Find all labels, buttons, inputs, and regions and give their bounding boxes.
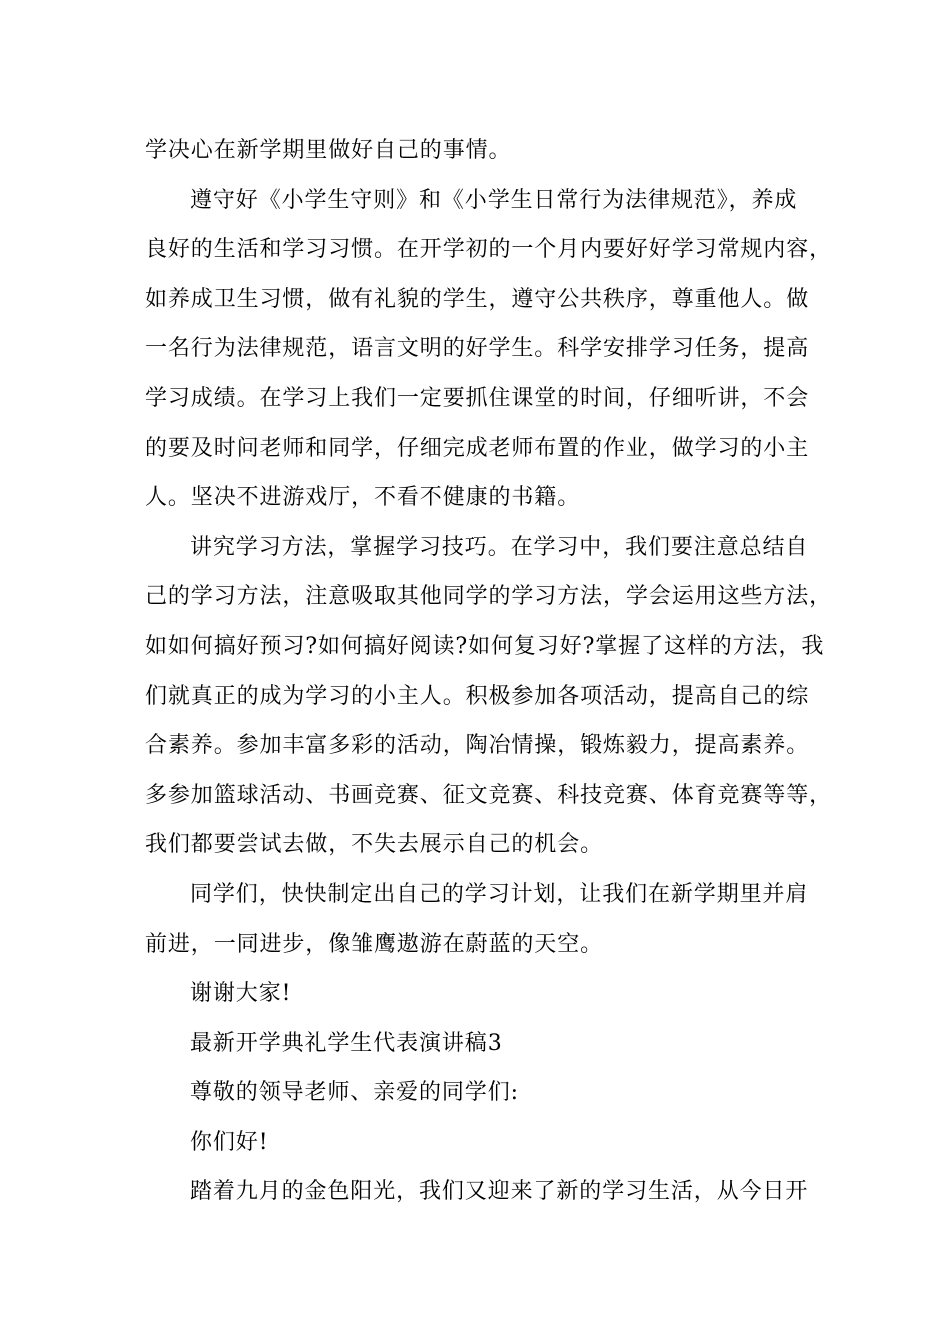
- text-line-15: 我们都要尝试去做，不失去展示自己的机会。: [145, 832, 604, 858]
- greeting: 你们好!: [190, 1129, 269, 1155]
- text-line-10: 己的学习方法，注意吸取其他同学的学习方法，学会运用这些方法，: [145, 584, 833, 610]
- text-line-4: 如养成卫生习惯，做有礼貌的学生，遵守公共秩序，尊重他人。做: [145, 286, 810, 312]
- section-heading: 最新开学典礼学生代表演讲稿3: [190, 1030, 503, 1056]
- text-line-17: 前进，一同进步，像雏鹰遨游在蔚蓝的天空。: [145, 931, 604, 957]
- salutation: 尊敬的领导老师、亲爱的同学们:: [190, 1080, 519, 1106]
- text-line-2: 遵守好《小学生守则》和《小学生日常行为法律规范》，养成: [190, 187, 798, 213]
- text-line-14: 多参加篮球活动、书画竞赛、征文竞赛、科技竞赛、体育竞赛等等，: [145, 782, 833, 808]
- text-line-18: 谢谢大家!: [190, 981, 292, 1007]
- document-body: [145, 126, 833, 1217]
- text-line-22: 踏着九月的金色阳光，我们又迎来了新的学习生活，从今日开: [190, 1179, 809, 1205]
- text-line-16: 同学们，快快制定出自己的学习计划，让我们在新学期里并肩: [190, 881, 809, 907]
- text-line-5: 一名行为法律规范，语言文明的好学生。科学安排学习任务，提高: [145, 336, 810, 362]
- text-line-9: 讲究学习方法，掌握学习技巧。在学习中，我们要注意总结自: [190, 534, 809, 560]
- text-line-12: 们就真正的成为学习的小主人。积极参加各项活动，提高自己的综: [145, 683, 810, 709]
- text-line-13: 合素养。参加丰富多彩的活动，陶冶情操，锻炼毅力，提高素养。: [145, 733, 810, 759]
- text-line-6: 学习成绩。在学习上我们一定要抓住课堂的时间，仔细听讲，不会: [145, 385, 810, 411]
- text-line-8: 人。坚决不进游戏厅，不看不健康的书籍。: [145, 485, 581, 511]
- text-line-7: 的要及时问老师和同学，仔细完成老师布置的作业，做学习的小主: [145, 435, 810, 461]
- text-line-3: 良好的生活和学习习惯。在开学初的一个月内要好好学习常规内容，: [145, 237, 833, 263]
- text-line-11: 如如何搞好预习?如何搞好阅读?如何复习好?掌握了这样的方法，我: [145, 633, 825, 659]
- text-line-1: 学决心在新学期里做好自己的事情。: [145, 138, 512, 163]
